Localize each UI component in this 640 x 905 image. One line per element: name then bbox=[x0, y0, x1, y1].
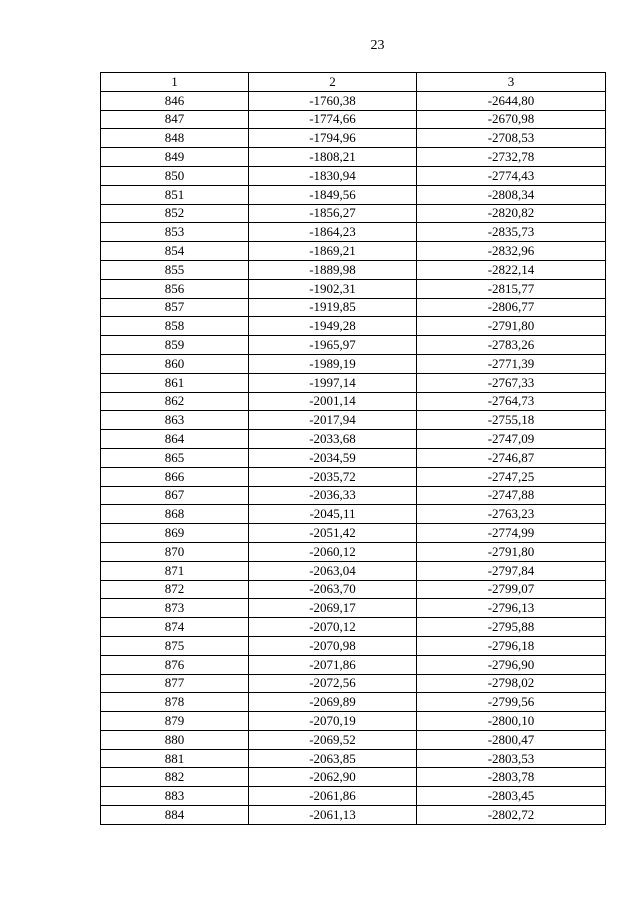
table-cell-col-3: -2799,07 bbox=[417, 580, 606, 599]
table-cell-col-2: -2069,52 bbox=[249, 730, 417, 749]
table-cell-col-1: 871 bbox=[101, 561, 249, 580]
table-cell-col-2: -2034,59 bbox=[249, 448, 417, 467]
table-cell-col-3: -2767,33 bbox=[417, 373, 606, 392]
table-cell-col-1: 864 bbox=[101, 430, 249, 449]
table-cell-col-1: 861 bbox=[101, 373, 249, 392]
table-cell-col-1: 853 bbox=[101, 223, 249, 242]
table-header bbox=[101, 73, 606, 92]
table-cell-col-2: -2062,90 bbox=[249, 768, 417, 787]
table-cell-col-3: -2798,02 bbox=[417, 674, 606, 693]
table-row bbox=[101, 486, 606, 505]
table-cell-col-1: 869 bbox=[101, 524, 249, 543]
table-cell-col-2: -2063,85 bbox=[249, 749, 417, 768]
table-cell-col-2: -1949,28 bbox=[249, 317, 417, 336]
table-cell-col-2: -2069,17 bbox=[249, 599, 417, 618]
table-cell-col-1: 855 bbox=[101, 260, 249, 279]
table-cell-col-1: 846 bbox=[101, 91, 249, 110]
table-cell-col-2: -2001,14 bbox=[249, 392, 417, 411]
table-cell-col-1: 867 bbox=[101, 486, 249, 505]
table-cell-col-2: -1760,38 bbox=[249, 91, 417, 110]
table-cell-col-1: 862 bbox=[101, 392, 249, 411]
table-cell-col-1: 877 bbox=[101, 674, 249, 693]
table-row bbox=[101, 768, 606, 787]
table-cell-col-2: -1849,56 bbox=[249, 185, 417, 204]
table-row bbox=[101, 505, 606, 524]
table-body bbox=[101, 91, 606, 824]
table-cell-col-1: 879 bbox=[101, 712, 249, 731]
table-row bbox=[101, 430, 606, 449]
table-cell-col-3: -2747,09 bbox=[417, 430, 606, 449]
table-cell-col-1: 863 bbox=[101, 411, 249, 430]
table-cell-col-1: 850 bbox=[101, 166, 249, 185]
table-cell-col-1: 884 bbox=[101, 806, 249, 825]
table-cell-col-2: -2061,86 bbox=[249, 787, 417, 806]
table-row bbox=[101, 185, 606, 204]
table-cell-col-3: -2774,43 bbox=[417, 166, 606, 185]
table-cell-col-1: 856 bbox=[101, 279, 249, 298]
table-cell-col-3: -2795,88 bbox=[417, 618, 606, 637]
table-cell-col-3: -2796,18 bbox=[417, 636, 606, 655]
table-cell-col-3: -2791,80 bbox=[417, 542, 606, 561]
table-cell-col-2: -2045,11 bbox=[249, 505, 417, 524]
table-cell-col-2: -1774,66 bbox=[249, 110, 417, 129]
table-cell-col-1: 878 bbox=[101, 693, 249, 712]
table-cell-col-2: -2061,13 bbox=[249, 806, 417, 825]
table-row bbox=[101, 148, 606, 167]
table-cell-col-3: -2800,10 bbox=[417, 712, 606, 731]
table-cell-col-2: -1989,19 bbox=[249, 354, 417, 373]
table-row bbox=[101, 392, 606, 411]
table-row bbox=[101, 580, 606, 599]
table-cell-col-2: -2051,42 bbox=[249, 524, 417, 543]
table-cell-col-2: -1965,97 bbox=[249, 336, 417, 355]
table-cell-col-1: 852 bbox=[101, 204, 249, 223]
table-row bbox=[101, 260, 606, 279]
table-cell-col-2: -2072,56 bbox=[249, 674, 417, 693]
table-cell-col-1: 857 bbox=[101, 298, 249, 317]
table-cell-col-1: 854 bbox=[101, 242, 249, 261]
table-row bbox=[101, 806, 606, 825]
table-cell-col-3: -2835,73 bbox=[417, 223, 606, 242]
table-row bbox=[101, 411, 606, 430]
column-header-1: 1 bbox=[101, 73, 249, 92]
table-row bbox=[101, 166, 606, 185]
table-cell-col-2: -2017,94 bbox=[249, 411, 417, 430]
data-table bbox=[100, 72, 606, 825]
table-cell-col-1: 881 bbox=[101, 749, 249, 768]
table-cell-col-1: 858 bbox=[101, 317, 249, 336]
table-cell-col-3: -2774,99 bbox=[417, 524, 606, 543]
table-cell-col-3: -2799,56 bbox=[417, 693, 606, 712]
table-cell-col-3: -2747,88 bbox=[417, 486, 606, 505]
table-cell-col-3: -2764,73 bbox=[417, 392, 606, 411]
table-cell-col-3: -2832,96 bbox=[417, 242, 606, 261]
table-cell-col-2: -1902,31 bbox=[249, 279, 417, 298]
table-cell-col-1: 872 bbox=[101, 580, 249, 599]
table-cell-col-2: -1869,21 bbox=[249, 242, 417, 261]
table-cell-col-2: -1808,21 bbox=[249, 148, 417, 167]
table-row bbox=[101, 636, 606, 655]
table-row bbox=[101, 91, 606, 110]
table-cell-col-3: -2820,82 bbox=[417, 204, 606, 223]
table-row bbox=[101, 129, 606, 148]
table-row bbox=[101, 223, 606, 242]
page-number: 23 bbox=[370, 38, 385, 53]
table-cell-col-2: -2035,72 bbox=[249, 467, 417, 486]
header-row bbox=[101, 73, 606, 92]
table-row bbox=[101, 561, 606, 580]
table-cell-col-3: -2747,25 bbox=[417, 467, 606, 486]
table-cell-col-1: 866 bbox=[101, 467, 249, 486]
table-row bbox=[101, 242, 606, 261]
table-cell-col-3: -2796,13 bbox=[417, 599, 606, 618]
table-row bbox=[101, 467, 606, 486]
table-cell-col-1: 874 bbox=[101, 618, 249, 637]
table-cell-col-1: 883 bbox=[101, 787, 249, 806]
table-row bbox=[101, 730, 606, 749]
table-cell-col-2: -2063,04 bbox=[249, 561, 417, 580]
table-row bbox=[101, 317, 606, 336]
table-row bbox=[101, 110, 606, 129]
table-cell-col-3: -2708,53 bbox=[417, 129, 606, 148]
table-cell-col-2: -2060,12 bbox=[249, 542, 417, 561]
table-cell-col-3: -2806,77 bbox=[417, 298, 606, 317]
table-cell-col-1: 859 bbox=[101, 336, 249, 355]
table-cell-col-1: 847 bbox=[101, 110, 249, 129]
table-cell-col-2: -1856,27 bbox=[249, 204, 417, 223]
table-row bbox=[101, 336, 606, 355]
table-cell-col-2: -2070,19 bbox=[249, 712, 417, 731]
table-cell-col-2: -1794,96 bbox=[249, 129, 417, 148]
table-row bbox=[101, 279, 606, 298]
table-row bbox=[101, 749, 606, 768]
table-cell-col-3: -2815,77 bbox=[417, 279, 606, 298]
table-cell-col-1: 876 bbox=[101, 655, 249, 674]
table-row bbox=[101, 618, 606, 637]
table-cell-col-3: -2755,18 bbox=[417, 411, 606, 430]
table-row bbox=[101, 712, 606, 731]
table-cell-col-3: -2803,45 bbox=[417, 787, 606, 806]
table-cell-col-1: 868 bbox=[101, 505, 249, 524]
table-cell-col-2: -2070,12 bbox=[249, 618, 417, 637]
table-cell-col-2: -2071,86 bbox=[249, 655, 417, 674]
table-cell-col-2: -1830,94 bbox=[249, 166, 417, 185]
table-row bbox=[101, 674, 606, 693]
table-cell-col-2: -2033,68 bbox=[249, 430, 417, 449]
table-cell-col-3: -2783,26 bbox=[417, 336, 606, 355]
table-cell-col-2: -1997,14 bbox=[249, 373, 417, 392]
table-cell-col-2: -2069,89 bbox=[249, 693, 417, 712]
table-row bbox=[101, 524, 606, 543]
table-cell-col-3: -2763,23 bbox=[417, 505, 606, 524]
table-cell-col-2: -2036,33 bbox=[249, 486, 417, 505]
table-cell-col-3: -2791,80 bbox=[417, 317, 606, 336]
table-cell-col-3: -2644,80 bbox=[417, 91, 606, 110]
table-row bbox=[101, 204, 606, 223]
table-cell-col-1: 849 bbox=[101, 148, 249, 167]
table-row bbox=[101, 599, 606, 618]
table-cell-col-3: -2803,78 bbox=[417, 768, 606, 787]
table-cell-col-2: -2063,70 bbox=[249, 580, 417, 599]
table-cell-col-1: 880 bbox=[101, 730, 249, 749]
table-cell-col-2: -1919,85 bbox=[249, 298, 417, 317]
table-row bbox=[101, 542, 606, 561]
table-cell-col-1: 851 bbox=[101, 185, 249, 204]
table-cell-col-3: -2732,78 bbox=[417, 148, 606, 167]
table-cell-col-1: 860 bbox=[101, 354, 249, 373]
table-row bbox=[101, 787, 606, 806]
table-cell-col-1: 873 bbox=[101, 599, 249, 618]
table-row bbox=[101, 354, 606, 373]
table-cell-col-3: -2796,90 bbox=[417, 655, 606, 674]
column-header-3: 3 bbox=[417, 73, 606, 92]
column-header-2: 2 bbox=[249, 73, 417, 92]
table-cell-col-3: -2803,53 bbox=[417, 749, 606, 768]
table-row bbox=[101, 373, 606, 392]
table-cell-col-3: -2797,84 bbox=[417, 561, 606, 580]
table-cell-col-2: -1864,23 bbox=[249, 223, 417, 242]
table-cell-col-3: -2808,34 bbox=[417, 185, 606, 204]
table-cell-col-2: -1889,98 bbox=[249, 260, 417, 279]
table-cell-col-3: -2771,39 bbox=[417, 354, 606, 373]
table-cell-col-3: -2800,47 bbox=[417, 730, 606, 749]
table-row bbox=[101, 298, 606, 317]
table-cell-col-1: 870 bbox=[101, 542, 249, 561]
table-cell-col-3: -2822,14 bbox=[417, 260, 606, 279]
table-cell-col-1: 865 bbox=[101, 448, 249, 467]
table-cell-col-2: -2070,98 bbox=[249, 636, 417, 655]
table-cell-col-3: -2746,87 bbox=[417, 448, 606, 467]
table-row bbox=[101, 655, 606, 674]
table-cell-col-1: 875 bbox=[101, 636, 249, 655]
table-cell-col-3: -2802,72 bbox=[417, 806, 606, 825]
table-cell-col-1: 882 bbox=[101, 768, 249, 787]
table-row bbox=[101, 693, 606, 712]
table-cell-col-1: 848 bbox=[101, 129, 249, 148]
table-row bbox=[101, 448, 606, 467]
table-cell-col-3: -2670,98 bbox=[417, 110, 606, 129]
